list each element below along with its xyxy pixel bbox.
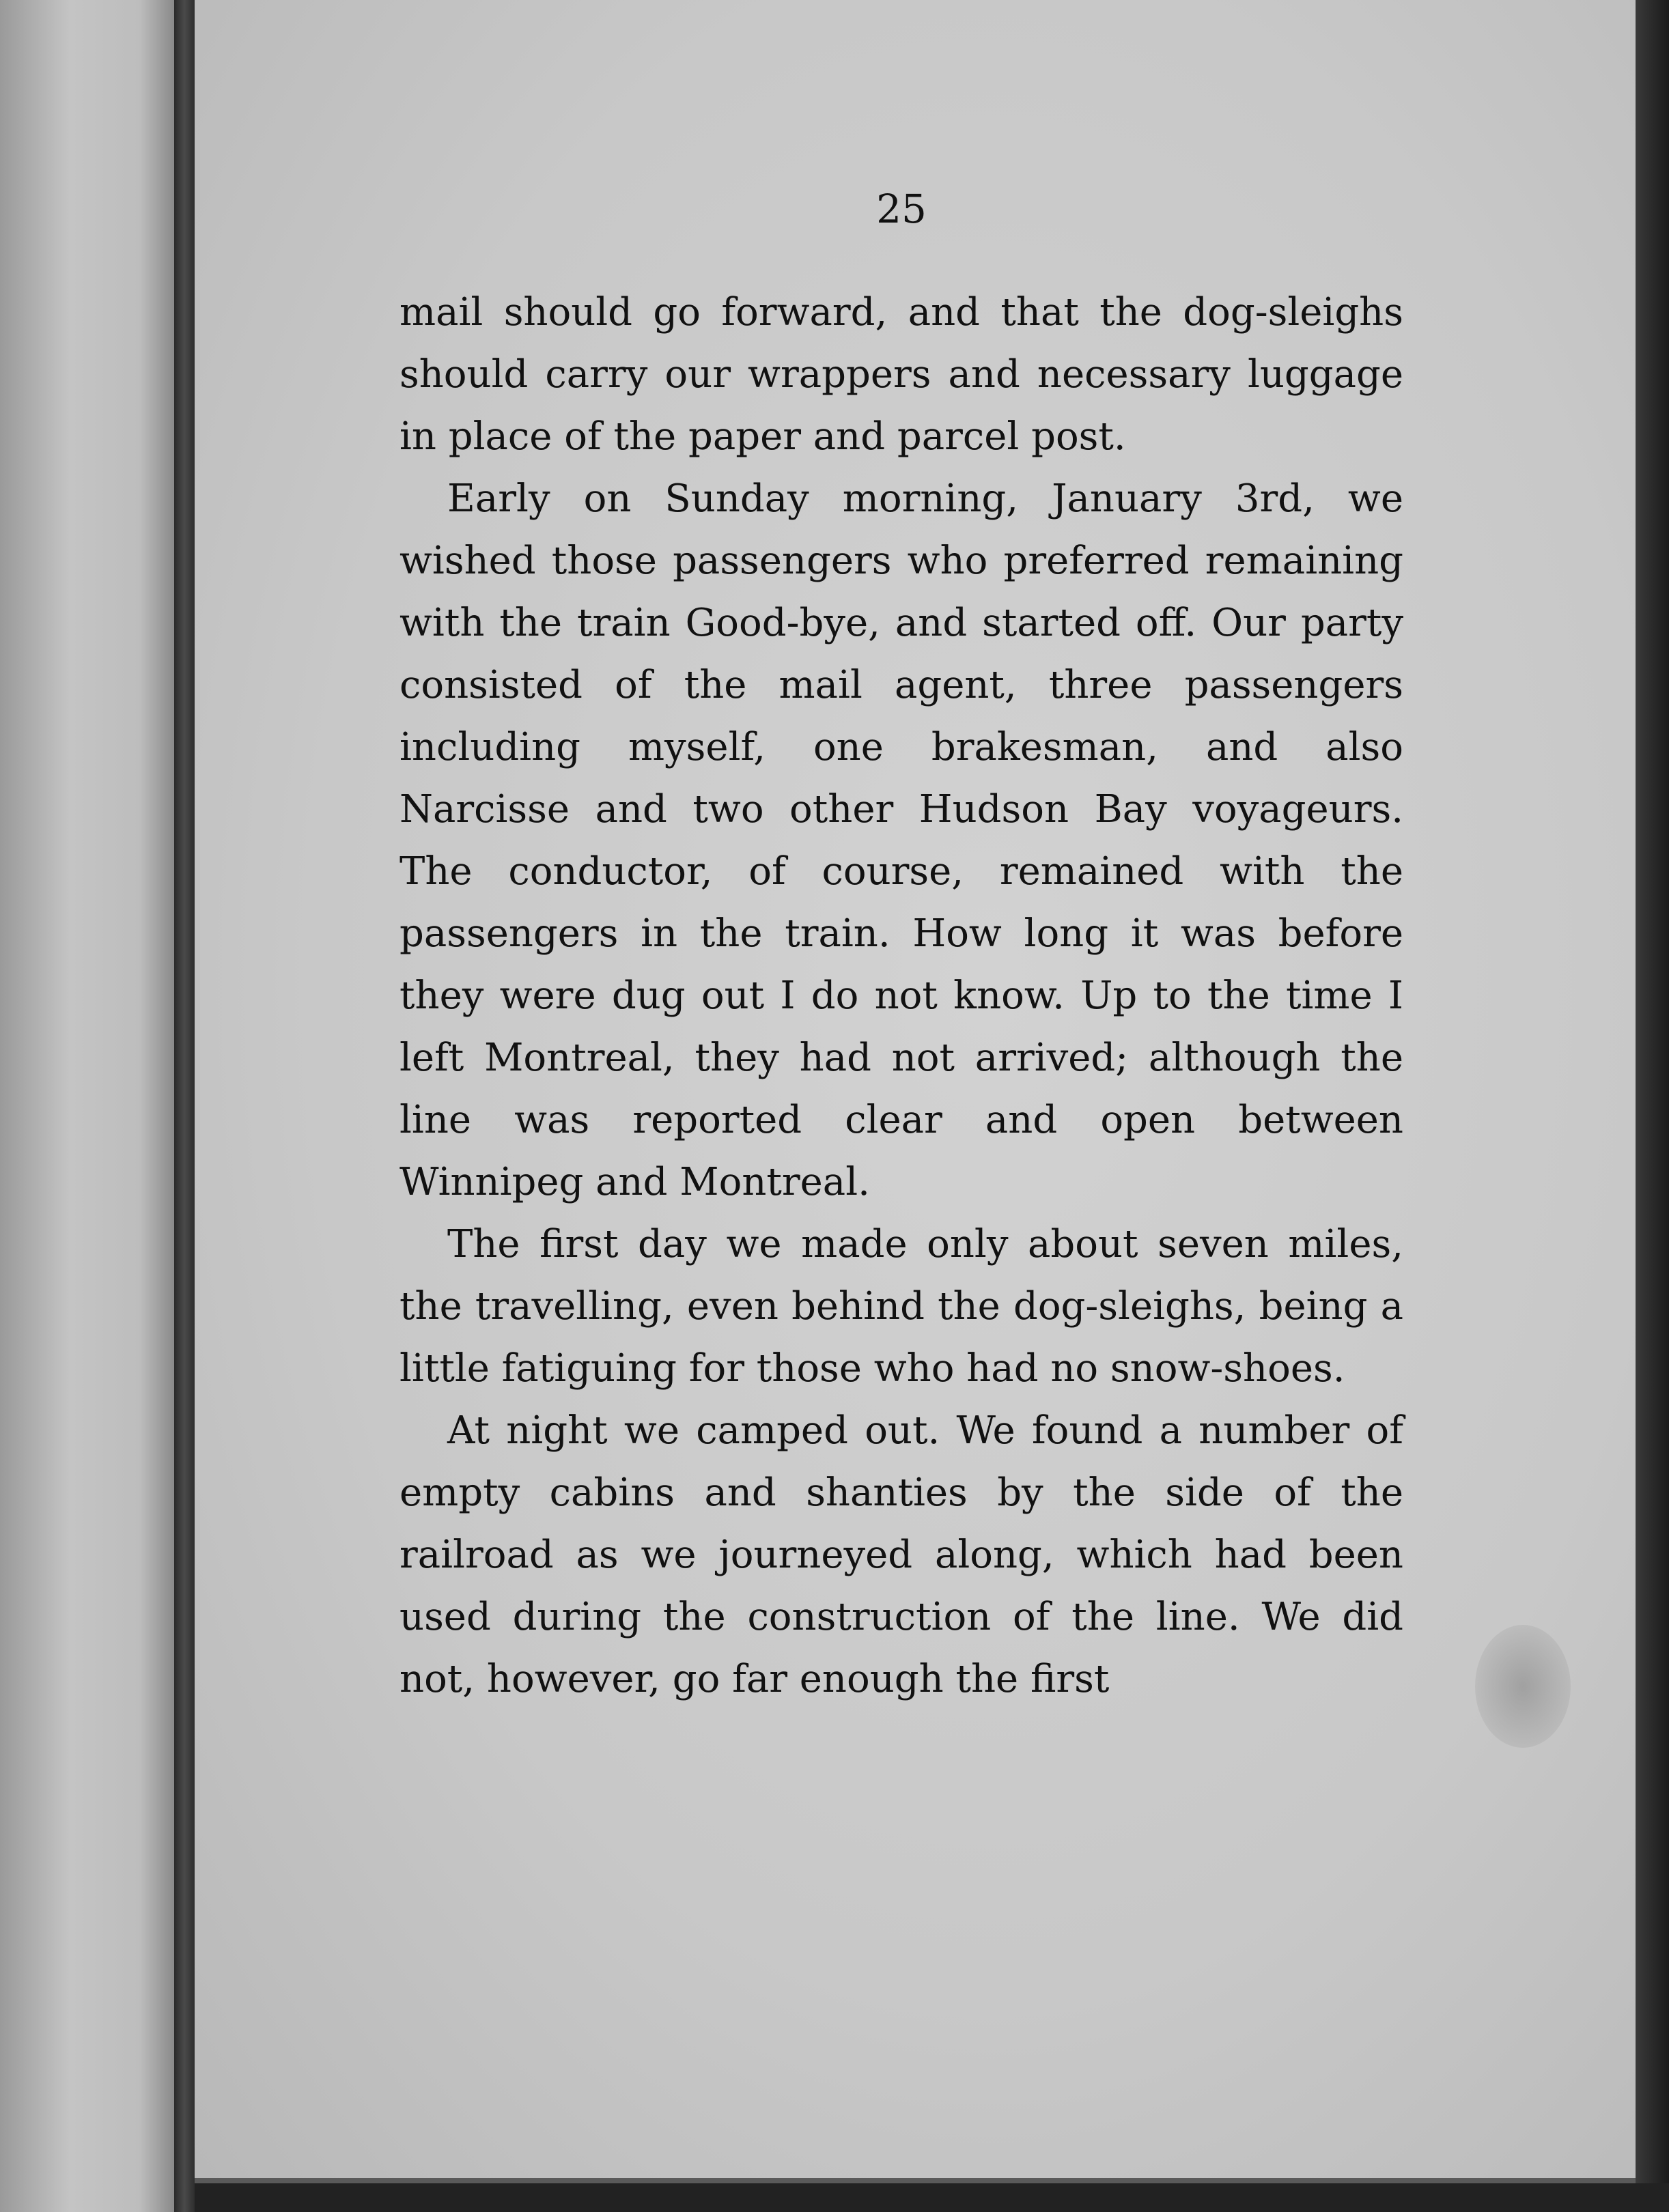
page-number: 25 [876, 186, 927, 232]
book-gutter [174, 0, 195, 2212]
paragraph-1: mail should go forward, and that the dog-sleighs should carry our wrappers and necessary luggage in place of the paper and parcel post. [399, 290, 1403, 459]
ink-smudge [1475, 1625, 1571, 1748]
paragraph-4: At night we camped out. We found a number of empty cabins and shanties by the side of the railroad as we journeyed along, which had been used during the construction of the line. We did not, however, go far enough the first [399, 1408, 1403, 1701]
page-right-edge [1636, 0, 1669, 2212]
page-bottom-edge [195, 2183, 1669, 2212]
paragraph-3: The first day we made only about seven miles, the travelling, even behind the dog-sleighs, being a little fatiguing for those who had no snow-shoes. [399, 1222, 1403, 1391]
facing-page-edge [0, 0, 174, 2212]
paragraph-2: Early on Sunday morning, January 3rd, we wished those passengers who preferred remaining with the train Good-bye, and started off. Our party consisted of the mail agent, three passengers including myself, one brakesman, and also Narcisse and two other Hudson Bay voyageurs. The conductor, of course, remained with the passengers in the train. How long it was before they were dug out I do not know. Up to the time I left Montreal, they had not arrived; although the line was reported clear and open between Winnipeg and Montreal. [399, 477, 1403, 1204]
page-body-text [399, 281, 1403, 1710]
